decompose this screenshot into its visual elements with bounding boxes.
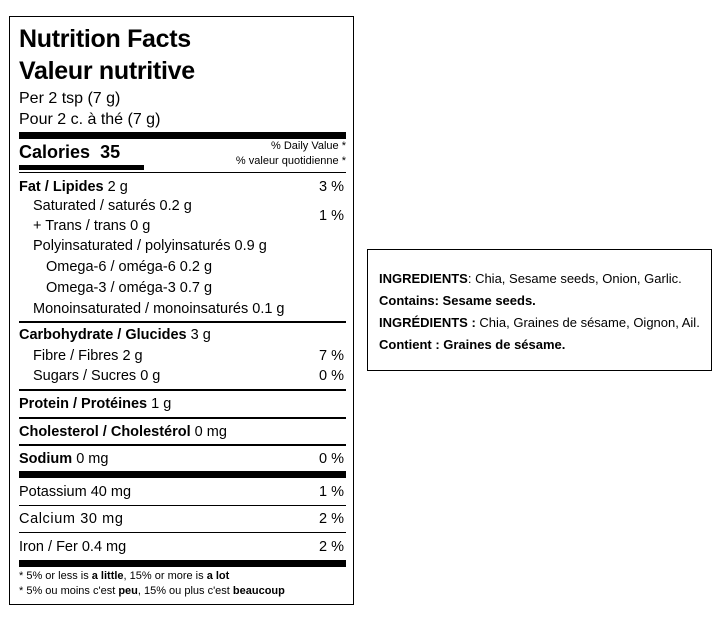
- divider: [19, 505, 346, 506]
- cholesterol-amount: 0 mg: [194, 424, 227, 440]
- protein-row: [19, 397, 171, 412]
- footnote-text: * 5% or less is: [19, 570, 92, 582]
- fat-label: Fat / Lipides: [19, 179, 104, 195]
- contains-fr: [379, 338, 565, 351]
- ingredients-en: [379, 272, 682, 285]
- omega6-amount: 0.2 g: [179, 259, 213, 275]
- sugars-dv: 0 %: [319, 368, 344, 384]
- carb-row: [19, 328, 211, 343]
- ingredients-en-text: : Chia, Sesame seeds, Onion, Garlic.: [467, 271, 682, 286]
- omega3-row: [46, 281, 212, 296]
- nutrition-facts-table: [9, 16, 354, 605]
- iron-label: Iron / Fer: [19, 539, 78, 555]
- ingredients-box: [367, 249, 712, 371]
- thick-divider: [19, 471, 346, 478]
- ingredients-en-label: INGREDIENTS: [379, 271, 468, 286]
- mono-row: [33, 302, 285, 317]
- trans-label: + Trans / trans: [33, 218, 127, 234]
- sat-trans-dv: 1 %: [319, 208, 344, 224]
- fibre-dv: 7 %: [319, 348, 344, 364]
- sodium-label: Sodium: [19, 451, 73, 467]
- calories-label: Calories: [19, 142, 91, 162]
- serving-fr: Pour 2 c. à thé (7 g): [19, 111, 161, 128]
- protein-label: Protein / Protéines: [19, 396, 148, 412]
- ingredients-fr: [379, 316, 700, 329]
- potassium-amount: 40 mg: [90, 484, 132, 500]
- potassium-row: [19, 485, 131, 500]
- divider: [19, 417, 346, 419]
- sodium-amount: 0 mg: [76, 451, 109, 467]
- cholesterol-row: [19, 425, 227, 440]
- fibre-label: Fibre / Fibres: [33, 348, 119, 364]
- thick-divider: [19, 560, 346, 567]
- mono-label: Monoinsaturated / monoinsaturés: [33, 301, 249, 317]
- protein-amount: 1 g: [151, 396, 172, 412]
- divider: [19, 532, 346, 533]
- fat-dv: 3 %: [319, 179, 344, 195]
- sodium-row: [19, 452, 108, 467]
- poly-amount: 0.9 g: [234, 238, 267, 254]
- calcium-dv: 2 %: [319, 511, 344, 527]
- title-fr: Valeur nutritive: [19, 57, 195, 85]
- footnote-bold: beaucoup: [232, 585, 285, 597]
- contains-en: [379, 294, 536, 307]
- mono-amount: 0.1 g: [252, 301, 285, 317]
- potassium-dv: 1 %: [319, 484, 344, 500]
- poly-row: [33, 239, 267, 254]
- poly-label: Polyinsaturated / polyinsaturés: [33, 238, 231, 254]
- divider: [19, 444, 346, 446]
- fat-row: [19, 180, 128, 195]
- calories-value: 35: [100, 142, 121, 162]
- sugars-row: [33, 369, 160, 384]
- potassium-label: Potassium: [19, 484, 87, 500]
- carb-amount: 3 g: [190, 327, 211, 343]
- daily-value-fr: % valeur quotidienne *: [235, 155, 346, 167]
- footnote-text: , 15% or more is: [123, 570, 207, 582]
- calories-row: [19, 143, 120, 161]
- fibre-amount: 2 g: [122, 348, 143, 364]
- contains-fr-text: Contient : Graines de sésame.: [379, 337, 566, 352]
- omega3-amount: 0.7 g: [179, 280, 213, 296]
- saturated-row: [33, 199, 192, 214]
- footnote-bold: peu: [118, 585, 138, 597]
- iron-row: [19, 540, 126, 555]
- sugars-amount: 0 g: [140, 368, 161, 384]
- daily-value-en: % Daily Value *: [271, 140, 346, 152]
- sodium-dv: 0 %: [319, 451, 344, 467]
- saturated-label: Saturated / saturés: [33, 198, 156, 214]
- title-en: Nutrition Facts: [19, 25, 191, 53]
- contains-en-text: Contains: Sesame seeds.: [379, 293, 536, 308]
- divider: [19, 389, 346, 391]
- footnote-bold: a little: [91, 570, 124, 582]
- thick-divider: [19, 132, 346, 139]
- fibre-row: [33, 349, 143, 364]
- cholesterol-label: Cholesterol / Cholestérol: [19, 424, 191, 440]
- omega3-label: Omega-3 / oméga-3: [46, 280, 176, 296]
- carb-label: Carbohydrate / Glucides: [19, 327, 187, 343]
- sugars-label: Sugars / Sucres: [33, 368, 137, 384]
- fat-amount: 2 g: [107, 179, 128, 195]
- saturated-amount: 0.2 g: [159, 198, 192, 214]
- calcium-label: Calcium: [19, 511, 76, 527]
- calcium-amount: 30 mg: [80, 511, 124, 527]
- omega6-row: [46, 260, 212, 275]
- omega6-label: Omega-6 / oméga-6: [46, 259, 176, 275]
- trans-row: [33, 219, 150, 234]
- calcium-row: [19, 512, 124, 527]
- serving-en: Per 2 tsp (7 g): [19, 90, 121, 107]
- calories-bar: [19, 165, 144, 170]
- footnote-text: , 15% ou plus c'est: [137, 585, 233, 597]
- divider: [19, 321, 346, 323]
- iron-dv: 2 %: [319, 539, 344, 555]
- divider: [19, 172, 346, 173]
- ingredients-fr-label: INGRÉDIENTS :: [379, 315, 476, 330]
- footnote-fr: [19, 586, 285, 597]
- ingredients-fr-text: Chia, Graines de sésame, Oignon, Ail.: [475, 315, 700, 330]
- trans-amount: 0 g: [130, 218, 151, 234]
- iron-amount: 0.4 mg: [81, 539, 127, 555]
- footnote-bold: a lot: [206, 570, 230, 582]
- footnote-text: * 5% ou moins c'est: [19, 585, 119, 597]
- footnote-en: [19, 571, 229, 582]
